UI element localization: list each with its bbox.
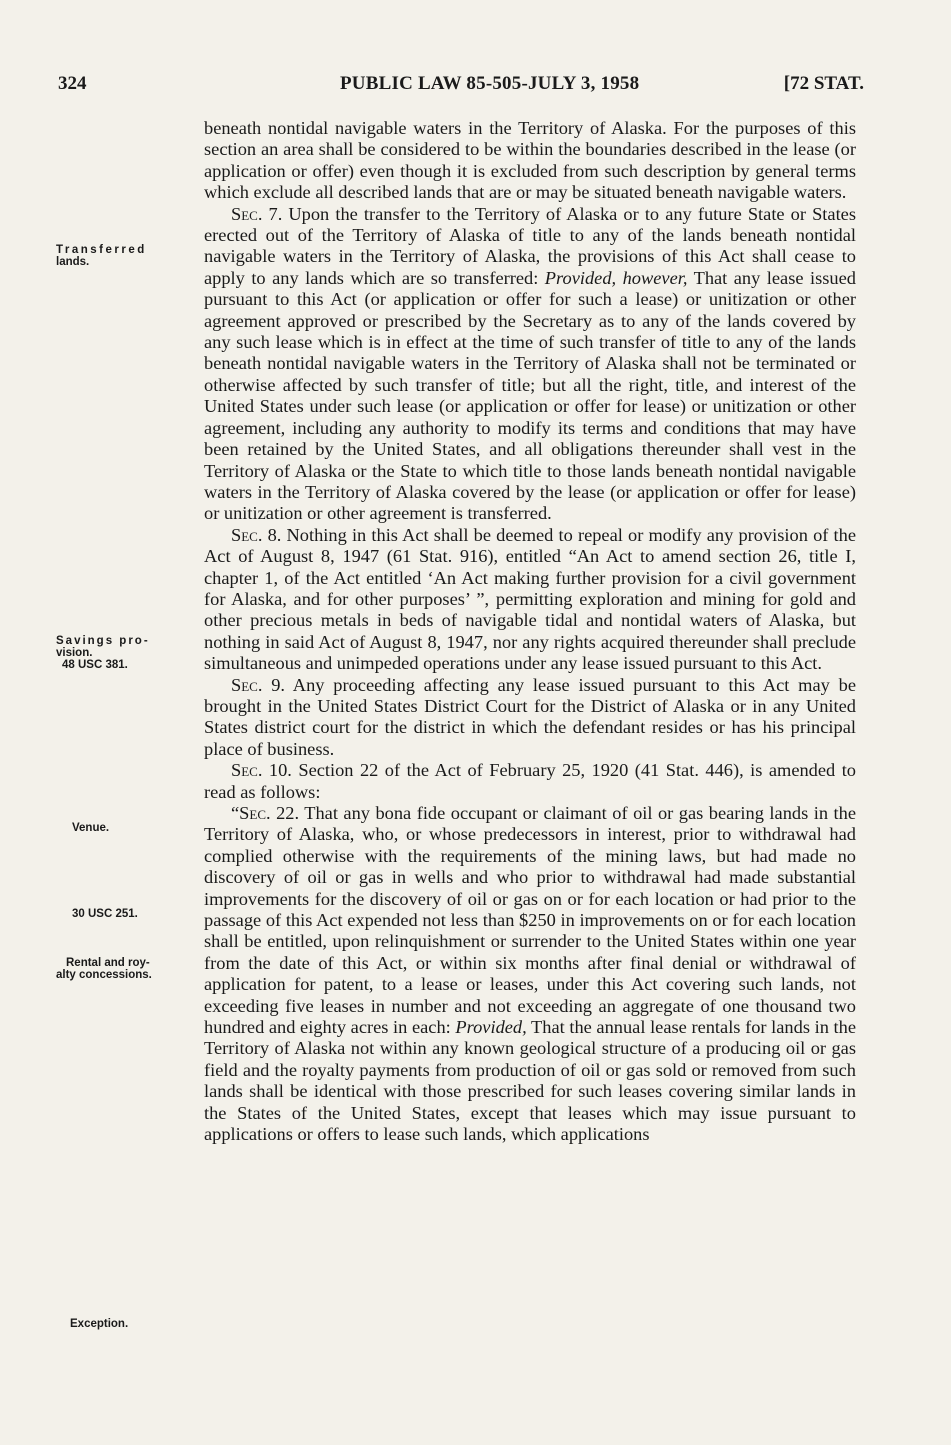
- page-header: [58, 73, 864, 101]
- section-22-quoted: “Sec. 22. That any bona fide occupant or claimant of oil or gas bearing lands in the Territory of Alaska, who, or whose predecessors in interest, prior to withdrawal had complied otherwise with the requirements of the mining laws, but had made no discovery of oil or gas in wells and who prior to withdrawal had made substantial improvements for the discovery of oil or gas on or for each location or had prior to the passage of this Act expended not less than $250 in improvements on or for each location shall be entitled, upon relinquishment or surrender to the United States within one year from the date of this Act, or within six months after final denial or withdrawal of application for patent, to a lease or leases, under this Act covering such lands, not exceeding five leases in number and not exceeding an aggregate of one thousand two hundred and eighty acres in each: Provided, That the annual lease rentals for lands in the Territory of Alaska not within any known geological structure of a producing oil or gas field and the royalty payments from production of oil or gas sold or removed from such lands shall be identical with those prescribed for such leases covering similar lands in the States of the United States, except that leases which may issue pursuant to applications or offers to lease such lands, which applications: [204, 803, 856, 1145]
- margin-note-30-usc-251: 30 USC 251.: [72, 908, 138, 920]
- margin-note-exception: Exception.: [70, 1318, 129, 1330]
- section-10: Sec. 10. Section 22 of the Act of February 25, 1920 (41 Stat. 446), is amended to read as follows:: [204, 760, 856, 802]
- section-label: Sec. 9.: [231, 674, 286, 695]
- margin-note-rental-royalty: Rental and roy- alty concessions.: [56, 957, 152, 981]
- section-label: Sec. 8.: [231, 524, 282, 545]
- section-label: “Sec. 22.: [231, 803, 300, 823]
- running-title: PUBLIC LAW 85-505-JULY 3, 1958: [340, 73, 640, 94]
- section-9: Sec. 9. Any proceeding affecting any lease issued pursuant to this Act may be brought in the United States District Court for the District of Alaska or in any United States district court for the district in which the defendant resides or has his principal place of business.: [204, 674, 856, 759]
- margin-note-savings-provision: Savings pro- vision. 48 USC 381.: [56, 635, 150, 671]
- section-label: Sec. 7.: [231, 203, 283, 224]
- section-7: Sec. 7. Upon the transfer to the Territory of Alaska or to any future State or States erected out of the Territory of Alaska of title to any of the lands beneath nontidal navigable waters in the Territory of Alaska, the provisions of this Act shall cease to apply to any lands which are so transferred: Provided, however, That any lease issued pursuant to this Act (or application or offer for such a lease) or unitization or other agreement approved or prescribed by the Secretary as to any of the lands covered by any such lease which is in effect at the time of such transfer of title to any of the lands beneath nontidal navigable waters in the Territory of Alaska shall not be terminated or otherwise affected by such transfer of title; but all the right, title, and interest of the United States under such lease (or application or offer for lease) or unitization or other agreement, including any authority to modify its terms and conditions that may have been retained by the United States, and all obligations thereunder shall vest in the Territory of Alaska or the State to which title to those lands beneath nontidal navigable waters in the Territory of Alaska covered by the lease (or application or offer for lease) or unitization or other agreement is transferred.: [204, 203, 856, 524]
- page-number: 324: [58, 73, 87, 94]
- volume-reference: [72 STAT.: [783, 73, 864, 94]
- section-8: Sec. 8. Nothing in this Act shall be deemed to repeal or modify any provision of the Act of August 8, 1947 (61 Stat. 916), entitled “An Act to amend section 26, title I, chapter 1, of the Act entitled ‘An Act making further provision for a civil government for Alaska, and for other purposes’ ”, permitting exploration and mining for gold and other precious metals in beds of navigable tidal and nontidal waters of Alaska, but nothing in said Act of August 8, 1947, nor any rights acquired thereunder shall preclude simultaneous and unimpeded operations under any lease issued pursuant to this Act.: [204, 524, 856, 674]
- section-label: Sec. 10.: [231, 760, 292, 781]
- body-text: [204, 118, 856, 1146]
- margin-note-transferred-lands: Transferred lands.: [56, 244, 147, 268]
- margin-note-venue: Venue.: [72, 822, 110, 834]
- paragraph-continuation: beneath nontidal navigable waters in the Territory of Alaska. For the purposes of this section an area shall be considered to be within the boundaries described in the lease (or application or offer) even though it is excluded from such description by general terms which exclude all described lands that are or may be situated beneath navigable waters.: [204, 118, 856, 203]
